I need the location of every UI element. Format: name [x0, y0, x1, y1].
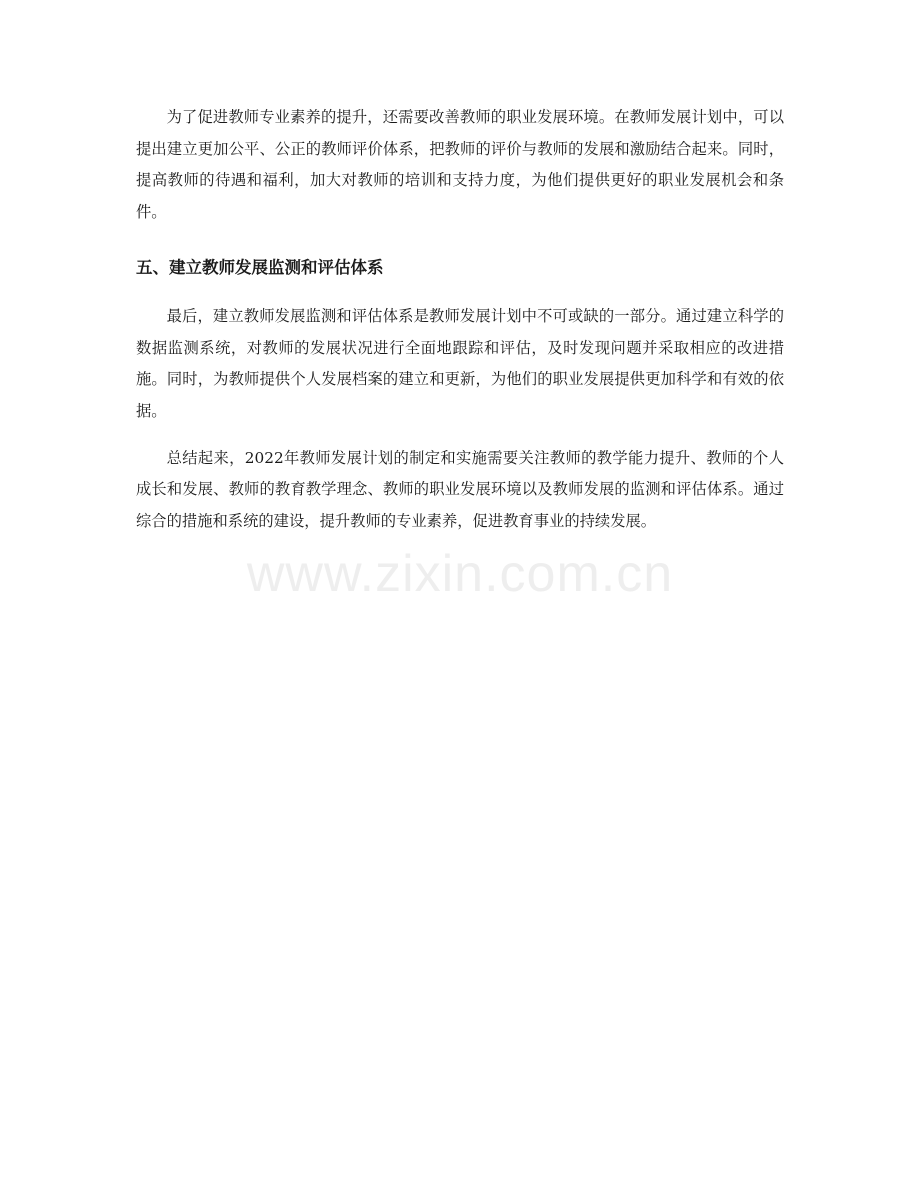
paragraph: 最后，建立教师发展监测和评估体系是教师发展计划中不可或缺的一部分。通过建立科学的数据监测系统，对教师的发展状况进行全面地跟踪和评估，及时发现问题并采取相应的改进措施。同时，为教师提供个人发展档案的建立和更新，为他们的职业发展提供更加科学和有效的依据。 — [136, 306, 784, 420]
paragraph: 为了促进教师专业素养的提升，还需要改善教师的职业发展环境。在教师发展计划中，可以提出建立更加公平、公正的教师评价体系，把教师的评价与教师的发展和激励结合起来。同时，提高教师的待遇和福利，加大对教师的培训和支持力度，为他们提供更好的职业发展机会和条件。 — [136, 108, 784, 222]
paragraph: 总结起来，2022年教师发展计划的制定和实施需要关注教师的教学能力提升、教师的个人成长和发展、教师的教育教学理念、教师的职业发展环境以及教师发展的监测和评估体系。通过综合的措施和系统的建设，提升教师的专业素养，促进教育事业的持续发展。 — [136, 448, 784, 531]
document-body — [136, 102, 784, 538]
section-heading: 五、建立教师发展监测和评估体系 — [136, 257, 384, 277]
watermark: www.zixin.com.cn — [246, 545, 674, 603]
